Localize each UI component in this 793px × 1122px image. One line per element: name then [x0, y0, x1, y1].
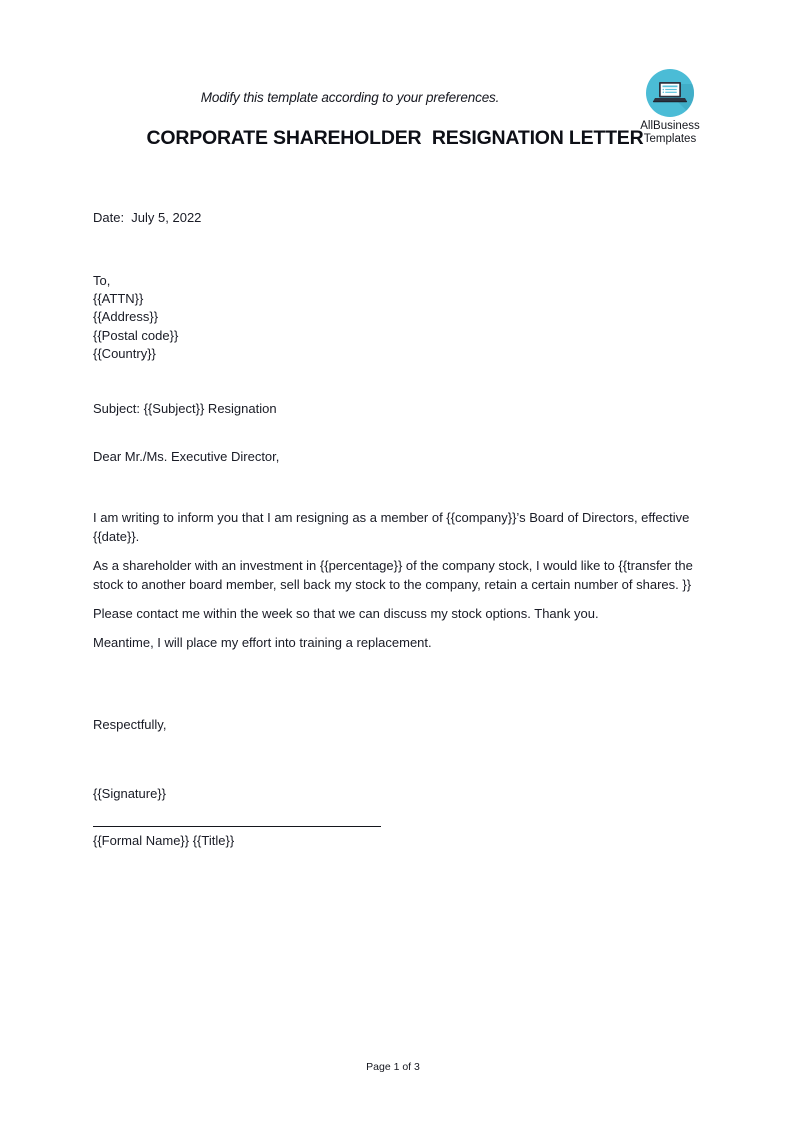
address-line: {{Postal code}} [93, 327, 179, 343]
signature-placeholder: {{Signature}} [93, 786, 167, 801]
page-title: CORPORATE SHAREHOLDER RESIGNATION LETTER [146, 127, 644, 149]
address-line: {{ATTN}} [93, 291, 144, 307]
signer-name-title: {{Formal Name}} {{Title}} [93, 833, 235, 848]
subject-line: Subject: {{Subject}} Resignation [93, 401, 277, 416]
body-paragraph: As a shareholder with an investment in {{percentage}} of the company stock, I would like to {{transfer the stock to another board member, sell back my stock to the company, retain a certain number of shares. }} [93, 558, 693, 592]
body-paragraph: Meantime, I will place my effort into training a replacement. [93, 635, 432, 650]
brand-logo [624, 68, 716, 146]
closing-line: Respectfully, [93, 717, 167, 732]
signature-rule [93, 826, 381, 827]
brand-name-line1: AllBusiness [640, 120, 700, 132]
page-number-footer: Page 1 of 3 [366, 1061, 420, 1073]
laptop-icon [645, 68, 695, 118]
letter-date: Date: July 5, 2022 [93, 210, 202, 225]
body-paragraph: Please contact me within the week so that we can discuss my stock options. Thank you. [93, 606, 599, 621]
recipient-address-block [93, 272, 178, 363]
address-line: To, [93, 273, 111, 288]
brand-name-line2: Templates [643, 133, 697, 145]
address-line: {{Country}} [93, 345, 156, 361]
body-paragraph: I am writing to inform you that I am resigning as a member of {{company}}’s Board of Directors, effective {{date}}. [93, 510, 690, 544]
brand-name [624, 120, 716, 146]
letter-body [93, 508, 699, 662]
template-tagline: Modify this template according to your preferences. [200, 90, 500, 105]
address-line: {{Address}} [93, 309, 159, 325]
salutation-line: Dear Mr./Ms. Executive Director, [93, 449, 280, 464]
